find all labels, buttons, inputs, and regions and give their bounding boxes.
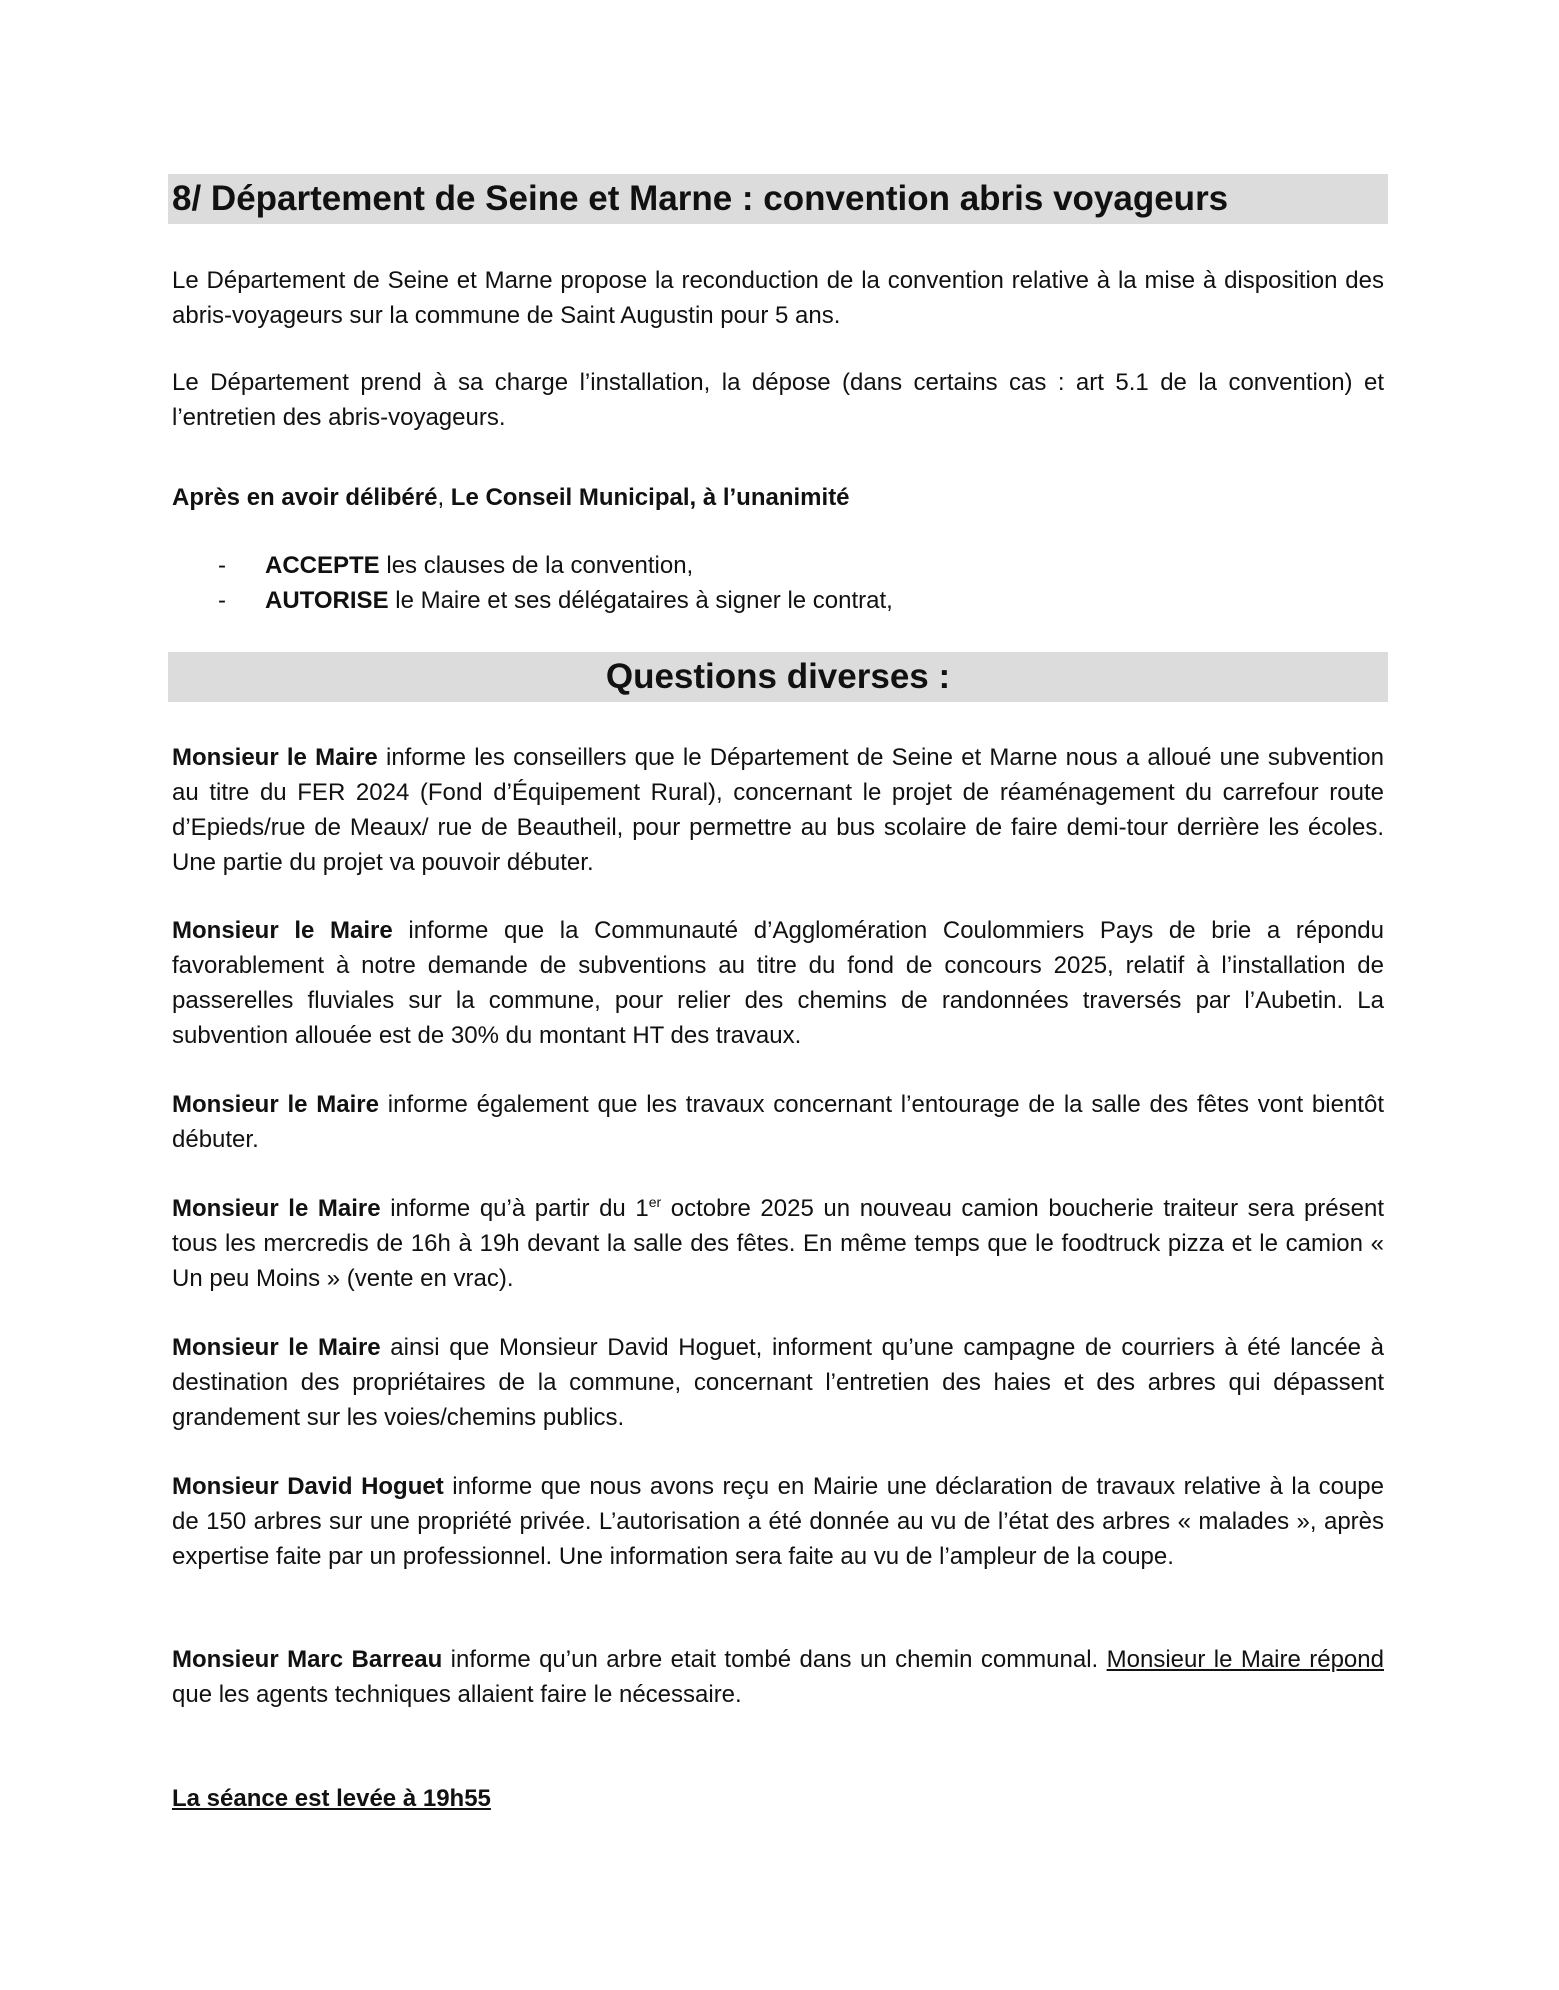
decision-verb: AUTORISE — [265, 587, 389, 614]
question-paragraph-1 — [172, 740, 1384, 880]
question-paragraph-2 — [172, 913, 1384, 1053]
question-text: informe les conseillers que le Département de Seine et Marne nous a alloué une subvention au titre du FER 2024 (Fond d’Équipement Rural), concernant le projet de réaménagement du carrefour route d’Epieds/rue de Meaux/ rue de Beautheil, pour permettre au bus scolaire de faire demi-tour derrière les écoles. Une partie du projet va pouvoir débuter. — [172, 744, 1384, 876]
section-8-paragraph-2: Le Département prend à sa charge l’installation, la dépose (dans certains cas : art 5.1 de la convention) et l’entretien des abris-voyageurs. — [172, 369, 1384, 431]
decision-intro: Après en avoir délibéré — [172, 484, 438, 511]
closing-text: La séance est levée à 19h55 — [172, 1785, 491, 1812]
speaker-name: Monsieur le Maire — [172, 917, 393, 944]
decision-statement — [172, 480, 1384, 515]
questions-diverses-heading: Questions diverses : — [168, 652, 1388, 702]
question-text: informe également que les travaux concernant l’entourage de la salle des fêtes vont bientôt débuter. — [172, 1091, 1384, 1153]
speaker-name: Monsieur Marc Barreau — [172, 1646, 443, 1673]
underlined-reply: Monsieur le Maire répond — [1106, 1646, 1384, 1673]
question-text: que les agents techniques allaient faire le nécessaire. — [172, 1681, 742, 1708]
decision-text: le Maire et ses délégataires à signer le contrat, — [388, 587, 893, 614]
section-8-heading: 8/ Département de Seine et Marne : convention abris voyageurs — [168, 174, 1388, 224]
speaker-name: Monsieur le Maire — [172, 1334, 381, 1361]
decision-list — [172, 548, 1384, 618]
decision-item-accepte — [172, 548, 1384, 583]
section-8-paragraph-1: Le Département de Seine et Marne propose la reconduction de la convention relative à la mise à disposition des abris-voyageurs sur la commune de Saint Augustin pour 5 ans. — [172, 267, 1384, 329]
question-paragraph-5 — [172, 1330, 1384, 1435]
decision-verb: ACCEPTE — [265, 552, 380, 579]
question-text: octobre 2025 un nouveau camion boucherie traiteur sera présent tous les mercredis de 16h à 19h devant la salle des fêtes. En même temps que le foodtruck pizza et le camion « Un peu Moins » (vente en vrac). — [172, 1195, 1384, 1292]
question-text: informe qu’un arbre etait tombé dans un chemin communal. — [442, 1646, 1107, 1673]
question-text: informe que la Communauté d’Agglomération Coulommiers Pays de brie a répondu favorablement à notre demande de subventions au titre du fond de concours 2025, relatif à l’installation de passerelles fluviales sur la commune, pour relier des chemins de randonnées traversés par l’Aubetin. La subvention allouée est de 30% du montant HT des travaux. — [172, 917, 1384, 1049]
question-text: ainsi que Monsieur David Hoguet, informent qu’une campagne de courriers à été lancée à destination des propriétaires de la commune, concernant l’entretien des haies et des arbres qui dépassent grandement sur les voies/chemins publics. — [172, 1334, 1384, 1431]
closing-statement — [172, 1781, 1384, 1816]
list-dash: - — [218, 587, 226, 614]
speaker-name: Monsieur David Hoguet — [172, 1473, 444, 1500]
decision-body: Le Conseil Municipal, à l’unanimité — [450, 484, 850, 511]
speaker-name: Monsieur le Maire — [172, 744, 378, 771]
decision-item-autorise — [172, 583, 1384, 618]
question-paragraph-3 — [172, 1087, 1384, 1157]
speaker-name: Monsieur le Maire — [172, 1091, 379, 1118]
question-paragraph-4 — [172, 1191, 1384, 1296]
decision-separator: , — [437, 484, 451, 511]
question-paragraph-6 — [172, 1469, 1384, 1574]
speaker-name: Monsieur le Maire — [172, 1195, 381, 1222]
question-paragraph-7 — [172, 1642, 1384, 1712]
ordinal-superscript: er — [648, 1194, 662, 1210]
decision-text: les clauses de la convention, — [379, 552, 694, 579]
question-text: informe que nous avons reçu en Mairie une déclaration de travaux relative à la coupe de 150 arbres sur une propriété privée. L’autorisation a été donnée au vu de l’état des arbres « malades », après expertise faite par un professionnel. Une information sera faite au vu de l’ampleur de la coupe. — [172, 1473, 1384, 1570]
list-dash: - — [218, 552, 226, 579]
question-text: informe qu’à partir du 1 — [380, 1195, 649, 1222]
